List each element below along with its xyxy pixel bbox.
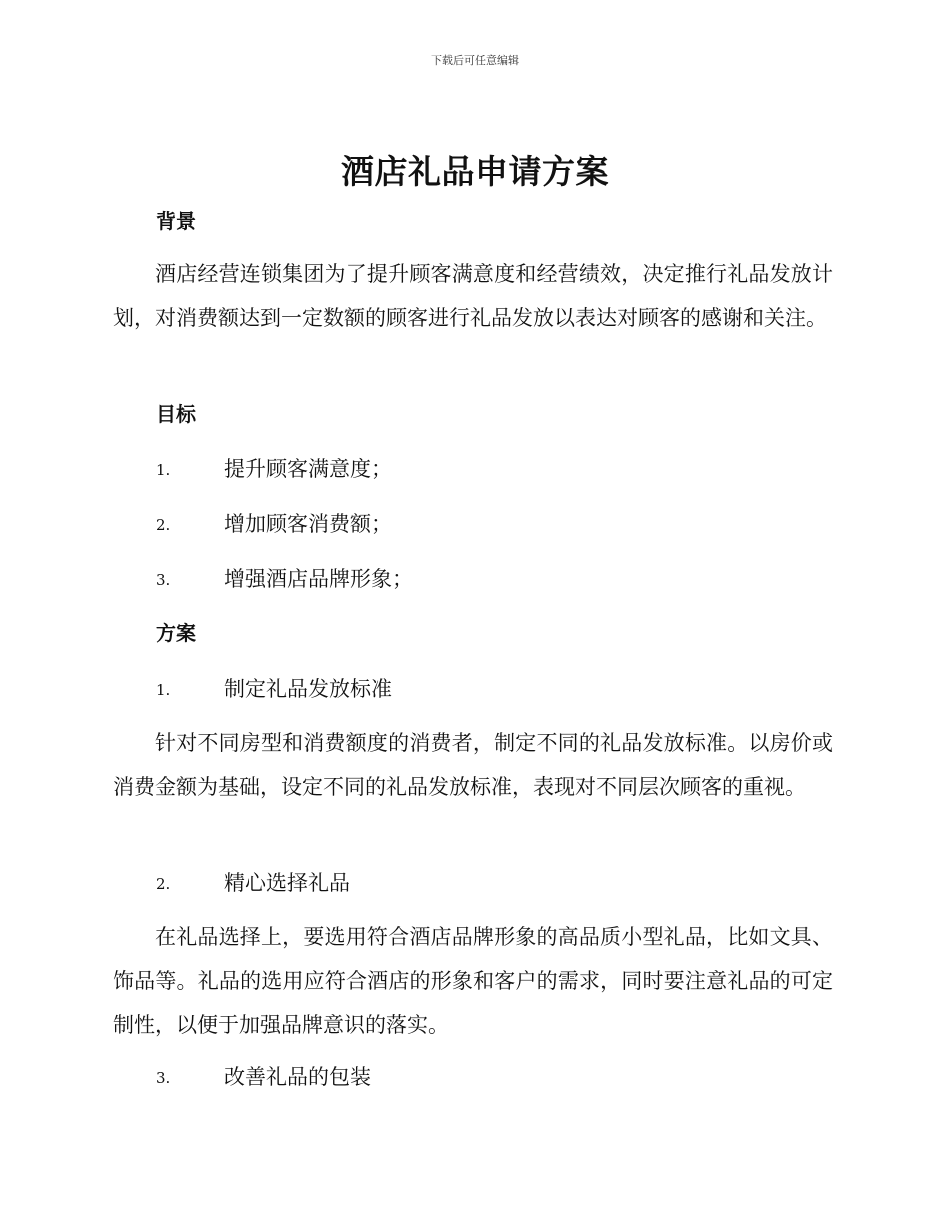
list-text: 增加顾客消费额；	[224, 512, 392, 536]
list-text: 改善礼品的包装	[224, 1065, 371, 1089]
list-text: 精心选择礼品	[224, 871, 350, 895]
list-text: 增强酒店品牌形象；	[224, 567, 413, 591]
list-number: 2.	[156, 516, 171, 534]
plan-paragraph: 在礼品选择上，要选用符合酒店品牌形象的高品质小型礼品，比如文具、饰品等。礼品的选用应符合酒店的形象和客户的需求，同时要注意礼品的可定制性，以便于加强品牌意识的落实。	[113, 925, 833, 1037]
page-header-note: 下载后可任意编辑	[431, 54, 519, 67]
section-heading-goals: 目标	[156, 402, 196, 426]
list-number: 2.	[156, 875, 171, 893]
list-number: 3.	[156, 571, 171, 589]
list-text: 提升顾客满意度；	[224, 457, 392, 481]
list-number: 1.	[156, 681, 171, 699]
background-paragraph: 酒店经营连锁集团为了提升顾客满意度和经营绩效，决定推行礼品发放计划，对消费额达到一定数额的顾客进行礼品发放以表达对顾客的感谢和关注。	[113, 262, 833, 330]
document-title: 酒店礼品申请方案	[341, 152, 609, 191]
list-number: 1.	[156, 461, 171, 479]
list-text: 制定礼品发放标准	[224, 677, 392, 701]
plan-paragraph: 针对不同房型和消费额度的消费者，制定不同的礼品发放标准。以房价或消费金额为基础，设定不同的礼品发放标准，表现对不同层次顾客的重视。	[113, 731, 833, 799]
section-heading-background: 背景	[156, 209, 196, 233]
section-heading-plan: 方案	[156, 621, 196, 645]
list-number: 3.	[156, 1069, 171, 1087]
